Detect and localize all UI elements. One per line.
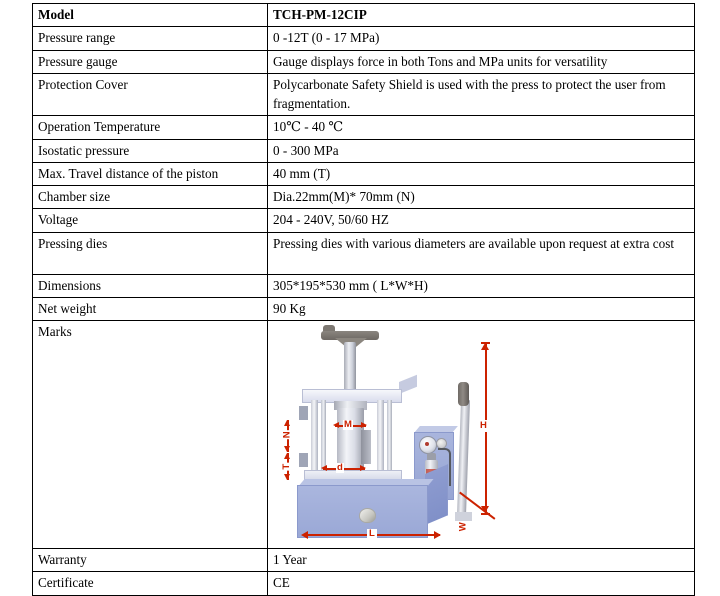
guide-column-right-inner: [387, 400, 392, 472]
dimension-label-d: d: [337, 462, 343, 474]
pump-lever-base: [455, 512, 472, 521]
row-value-pressing-dies: Pressing dies with various diameters are available upon request at extra cost: [268, 232, 695, 274]
table-row: [33, 232, 695, 274]
row-value-max-travel-distance: 40 mm (T): [268, 162, 695, 185]
row-label-pressure-gauge: Pressure gauge: [33, 50, 268, 73]
guide-column-right: [377, 400, 384, 472]
dimension-arrow-l-right: [434, 531, 441, 539]
guide-column-left: [311, 400, 318, 472]
table-row: [33, 50, 695, 73]
row-value-isostatic-pressure: 0 - 300 MPa: [268, 139, 695, 162]
row-label-model: Model: [33, 4, 268, 27]
pump-lever-grip: [458, 382, 469, 406]
hydraulic-press-illustration: [273, 322, 689, 546]
row-value-warranty: 1 Year: [268, 549, 695, 572]
table-row: [33, 4, 695, 27]
row-label-warranty: Warranty: [33, 549, 268, 572]
dimension-label-w: W: [457, 522, 469, 532]
cylinder-body: [337, 408, 364, 470]
dimension-label-m: M: [344, 419, 352, 431]
dimension-arrow-m-right: [361, 422, 367, 428]
cylinder-nut: [361, 430, 371, 464]
dimension-arrow-l-left: [301, 531, 308, 539]
dimension-arrow-m-left: [333, 422, 339, 428]
row-value-chamber-size: Dia.22mm(M)* 70mm (N): [268, 186, 695, 209]
row-value-pressure-gauge: Gauge displays force in both Tons and MPa units for versatility: [268, 50, 695, 73]
row-label-pressing-dies: Pressing dies: [33, 232, 268, 274]
dimension-label-l: L: [369, 528, 375, 540]
table-row: [33, 139, 695, 162]
dimension-arrow-t-bottom: [284, 474, 290, 480]
dimension-label-n: N: [281, 431, 293, 439]
base-side-panel: [425, 464, 448, 525]
dimension-label-t: T: [281, 464, 293, 470]
row-label-certificate: Certificate: [33, 572, 268, 595]
row-label-net-weight: Net weight: [33, 297, 268, 320]
table-row: [33, 209, 695, 232]
table-row: [33, 572, 695, 595]
row-label-chamber-size: Chamber size: [33, 186, 268, 209]
press-figure: [273, 322, 689, 546]
column-clamp-bottom-left: [299, 453, 308, 467]
specification-table: [32, 3, 695, 596]
guide-column-left-inner: [321, 400, 326, 472]
dimension-label-h: H: [480, 420, 487, 432]
dimension-arrow-n-bottom: [284, 446, 290, 452]
table-row: [33, 297, 695, 320]
row-value-voltage: 204 - 240V, 50/60 HZ: [268, 209, 695, 232]
row-label-isostatic-pressure: Isostatic pressure: [33, 139, 268, 162]
dimension-arrow-d-right: [360, 465, 366, 471]
dimension-arrow-n-top: [284, 420, 290, 426]
row-value-pressure-range: 0 -12T (0 - 17 MPa): [268, 27, 695, 50]
row-value-net-weight: 90 Kg: [268, 297, 695, 320]
row-value-dimensions: 305*195*530 mm ( L*W*H): [268, 274, 695, 297]
row-value-operation-temperature: 10℃ - 40 ℃: [268, 116, 695, 139]
dimension-arrow-h-top: [481, 343, 489, 350]
row-label-dimensions: Dimensions: [33, 274, 268, 297]
row-label-max-travel-distance: Max. Travel distance of the piston: [33, 162, 268, 185]
ram-shaft: [344, 342, 356, 394]
dimension-line-d: [323, 468, 365, 470]
table-row: [33, 274, 695, 297]
row-label-pressure-range: Pressure range: [33, 27, 268, 50]
row-value-marks: [268, 321, 695, 549]
row-value-certificate: CE: [268, 572, 695, 595]
table-row: [33, 116, 695, 139]
row-value-protection-cover: Polycarbonate Safety Shield is used with the press to protect the user from fragmentation.: [268, 73, 695, 116]
dimension-cap-h-top: [481, 342, 490, 344]
column-clamp-top-left: [299, 406, 308, 420]
table-row: [33, 186, 695, 209]
release-knob: [359, 508, 376, 523]
row-label-protection-cover: Protection Cover: [33, 73, 268, 116]
table-row: [33, 549, 695, 572]
dimension-arrow-d-left: [321, 465, 327, 471]
row-label-marks: Marks: [33, 321, 268, 549]
table-row: [33, 73, 695, 116]
row-value-model: TCH-PM-12CIP: [268, 4, 695, 27]
table-row: [33, 27, 695, 50]
table-row-marks: [33, 321, 695, 549]
row-label-operation-temperature: Operation Temperature: [33, 116, 268, 139]
table-row: [33, 162, 695, 185]
dimension-arrow-t-top: [284, 453, 290, 459]
row-label-voltage: Voltage: [33, 209, 268, 232]
